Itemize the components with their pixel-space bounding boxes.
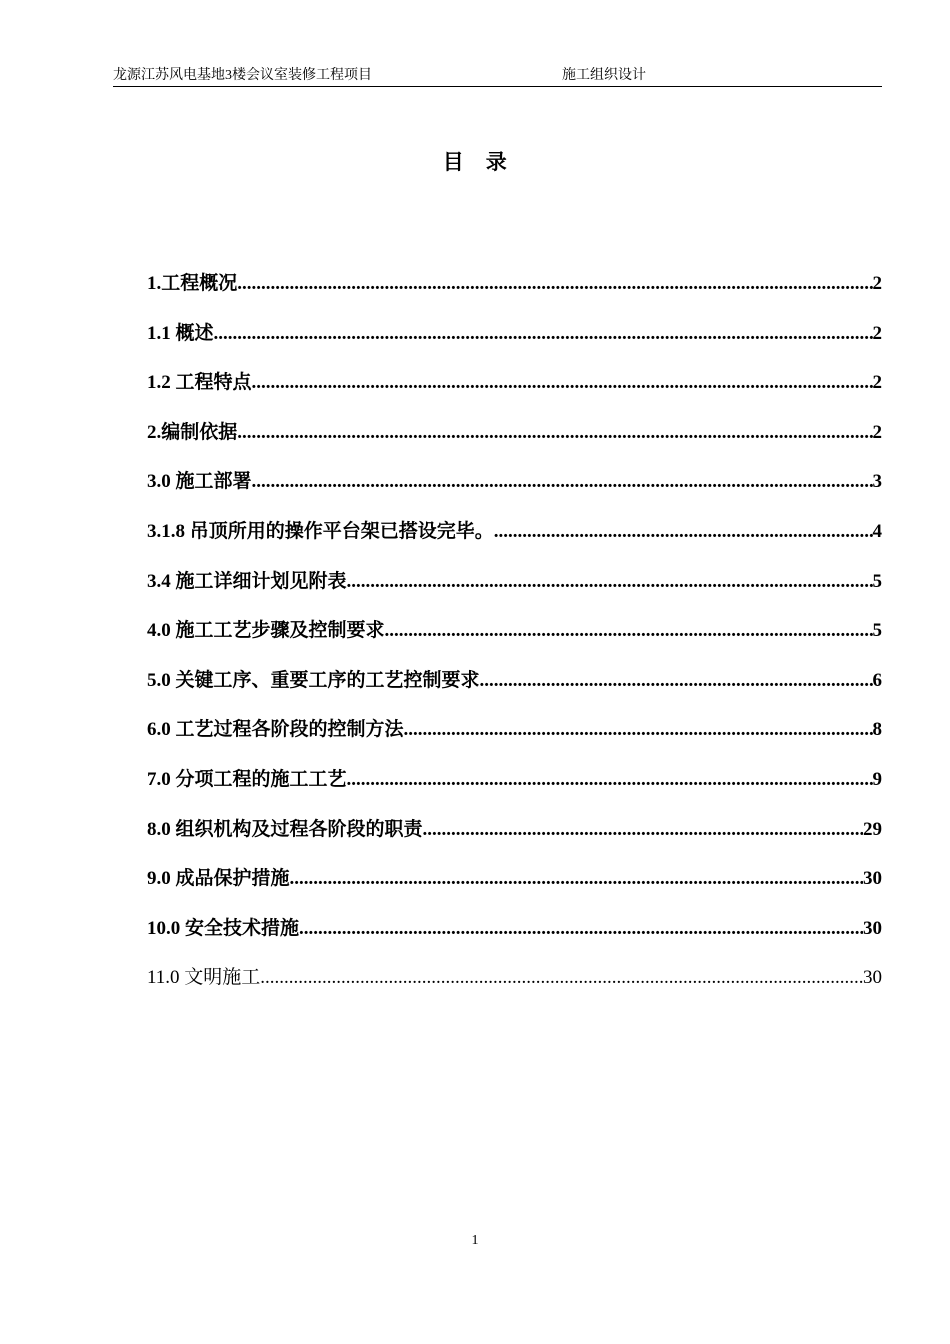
toc-entry-5-0[interactable]: [147, 665, 882, 715]
toc-dot-leader: [260, 962, 863, 994]
toc-entry-label: 10.0 安全技术措施: [147, 917, 300, 939]
toc-entry-page: 29: [863, 818, 882, 840]
toc-dot-leader: [423, 814, 863, 846]
toc-entry-label: 3.1.8 吊顶所用的操作平台架已搭设完毕。: [147, 520, 494, 542]
toc-dot-leader: [290, 863, 863, 895]
toc-entry-page: 9: [872, 768, 882, 790]
toc-entry-2[interactable]: [147, 417, 882, 467]
page-header: [113, 64, 882, 87]
toc-entry-page: 3: [872, 471, 882, 493]
toc-dot-leader: [214, 318, 873, 350]
toc-entry-page: 2: [872, 421, 882, 443]
toc-dot-leader: [494, 516, 873, 548]
toc-entry-label: 1.1 概述: [147, 322, 214, 344]
toc-dot-leader: [480, 665, 873, 697]
header-document-type: 施工组织设计: [562, 68, 646, 83]
toc-dot-leader: [252, 367, 873, 399]
toc-entry-label: 1.2 工程特点: [147, 372, 252, 394]
toc-dot-leader: [237, 268, 872, 300]
toc-entry-4-0[interactable]: [147, 615, 882, 665]
toc-entry-1-1[interactable]: [147, 318, 882, 368]
toc-entry-label: 8.0 组织机构及过程各阶段的职责: [147, 818, 423, 840]
toc-entry-label: 1.工程概况: [147, 273, 238, 294]
toc-entry-10-0[interactable]: [147, 913, 882, 963]
toc-entry-6-0[interactable]: [147, 714, 882, 764]
toc-entry-page: 4: [872, 520, 882, 542]
toc-title: 目 录: [442, 150, 508, 174]
toc-entry-label: 3.4 施工详细计划见附表: [147, 570, 347, 592]
toc-entry-7-0[interactable]: [147, 764, 882, 814]
toc-entry-page: 8: [872, 719, 882, 741]
toc-entry-1-2[interactable]: [147, 367, 882, 417]
toc-entry-label: 3.0 施工部署: [147, 471, 252, 493]
toc-entry-page: 5: [872, 620, 882, 642]
toc-entry-page: 30: [863, 967, 882, 989]
toc-entry-11-0[interactable]: [147, 962, 882, 1012]
toc-dot-leader: [347, 764, 873, 796]
table-of-contents: [147, 268, 882, 1012]
toc-entry-page: 30: [863, 868, 882, 890]
toc-dot-leader: [404, 714, 873, 746]
toc-entry-label: 9.0 成品保护措施: [147, 868, 290, 890]
header-project-name: 龙源江苏风电基地3楼会议室装修工程项目: [113, 68, 372, 83]
toc-entry-label: 11.0 文明施工: [147, 967, 261, 989]
toc-entry-page: 2: [872, 372, 882, 394]
toc-entry-label: 6.0 工艺过程各阶段的控制方法: [147, 719, 404, 741]
toc-dot-leader: [385, 615, 873, 647]
toc-entry-page: 6: [872, 669, 882, 691]
toc-entry-page: 30: [863, 917, 882, 939]
toc-entry-9-0[interactable]: [147, 863, 882, 913]
toc-entry-page: 2: [872, 322, 882, 344]
toc-entry-8-0[interactable]: [147, 814, 882, 864]
toc-dot-leader: [347, 566, 873, 598]
toc-dot-leader: [299, 913, 863, 945]
toc-entry-label: 7.0 分项工程的施工工艺: [147, 768, 347, 790]
toc-entry-label: 2.编制依据: [147, 421, 238, 443]
toc-entry-page: 5: [872, 570, 882, 592]
toc-entry-page: 2: [872, 273, 882, 294]
toc-entry-label: 4.0 施工工艺步骤及控制要求: [147, 620, 385, 642]
toc-entry-label: 5.0 关键工序、重要工序的工艺控制要求: [147, 669, 480, 691]
toc-entry-3-0[interactable]: [147, 466, 882, 516]
toc-entry-3-1-8[interactable]: [147, 516, 882, 566]
page-number: 1: [471, 1233, 479, 1248]
toc-entry-1[interactable]: [147, 268, 882, 318]
toc-dot-leader: [252, 466, 873, 498]
toc-entry-3-4[interactable]: [147, 566, 882, 616]
toc-dot-leader: [237, 417, 872, 449]
